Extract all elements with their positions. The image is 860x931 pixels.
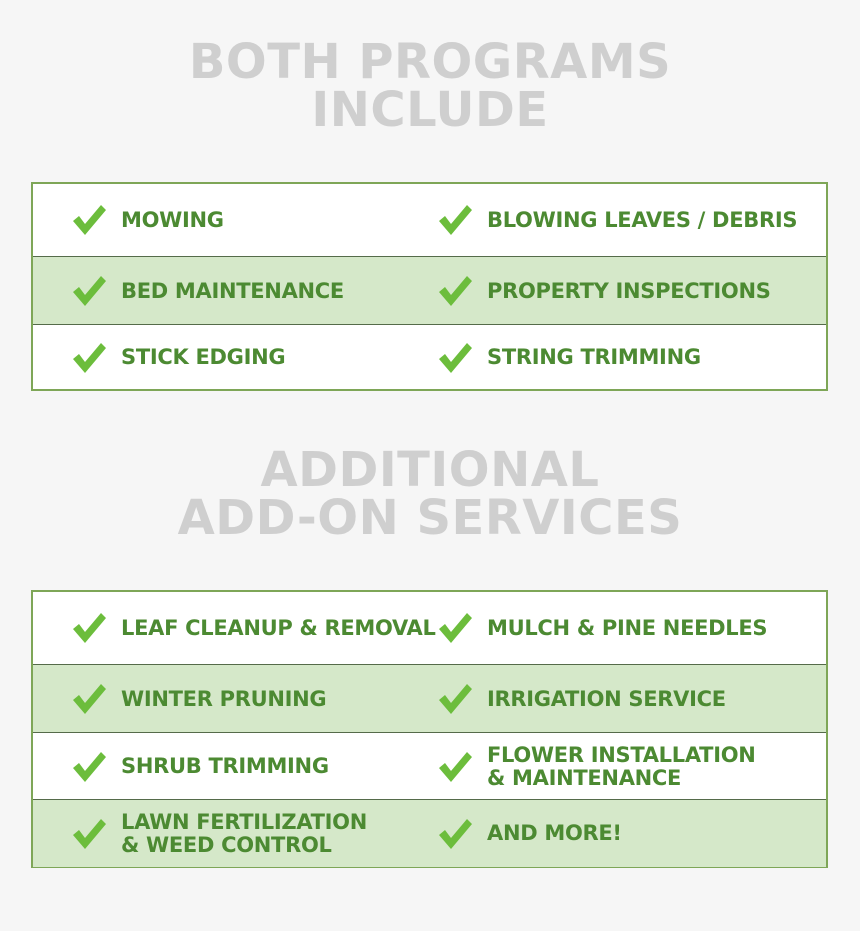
service-item <box>437 257 827 325</box>
service-label: STRING TRIMMING <box>487 345 701 369</box>
heading-line: INCLUDE <box>311 82 549 138</box>
service-item <box>437 800 827 867</box>
service-label: FLOWER INSTALLATION & MAINTENANCE <box>487 742 756 790</box>
check-icon <box>437 610 473 646</box>
service-label: LAWN FERTILIZATION & WEED CONTROL <box>121 809 368 857</box>
heading-line: ADDITIONAL <box>260 442 600 498</box>
service-label: BLOWING LEAVES / DEBRIS <box>487 207 798 232</box>
service-row <box>33 664 826 733</box>
check-icon <box>437 681 473 717</box>
service-item <box>71 733 461 800</box>
heading-both-programs-include <box>0 34 860 138</box>
service-row <box>33 256 826 325</box>
service-item <box>437 325 827 390</box>
check-icon <box>71 610 107 646</box>
service-item <box>437 592 827 664</box>
service-item <box>437 733 827 800</box>
service-item <box>71 257 461 325</box>
service-label: WINTER PRUNING <box>121 686 327 711</box>
check-icon <box>71 816 107 852</box>
service-label: IRRIGATION SERVICE <box>487 686 726 711</box>
check-icon <box>71 340 107 376</box>
service-label: BED MAINTENANCE <box>121 278 344 303</box>
service-label: MULCH & PINE NEEDLES <box>487 615 768 640</box>
service-item <box>71 800 461 867</box>
service-row <box>33 592 826 664</box>
service-item <box>71 184 461 256</box>
service-label: LEAF CLEANUP & REMOVAL <box>121 615 436 640</box>
service-item <box>437 665 827 733</box>
service-row <box>33 732 826 800</box>
check-icon <box>437 273 473 309</box>
included-services-panel <box>31 182 828 391</box>
addon-services-panel <box>31 590 828 868</box>
check-icon <box>71 202 107 238</box>
service-item <box>71 665 461 733</box>
heading-additional-services <box>0 442 860 546</box>
check-icon <box>437 340 473 376</box>
service-item <box>71 325 461 390</box>
check-icon <box>437 202 473 238</box>
service-item <box>437 184 827 256</box>
check-icon <box>437 816 473 852</box>
service-row <box>33 184 826 256</box>
service-label: AND MORE! <box>487 821 622 845</box>
service-label: STICK EDGING <box>121 345 286 369</box>
check-icon <box>71 681 107 717</box>
check-icon <box>71 273 107 309</box>
service-row <box>33 324 826 390</box>
check-icon <box>71 749 107 785</box>
service-item <box>71 592 461 664</box>
heading-line: BOTH PROGRAMS <box>188 34 672 90</box>
service-label: SHRUB TRIMMING <box>121 754 329 778</box>
check-icon <box>437 749 473 785</box>
service-row <box>33 799 826 867</box>
service-label: PROPERTY INSPECTIONS <box>487 278 771 303</box>
heading-line: ADD-ON SERVICES <box>177 490 683 546</box>
service-label: MOWING <box>121 207 224 232</box>
